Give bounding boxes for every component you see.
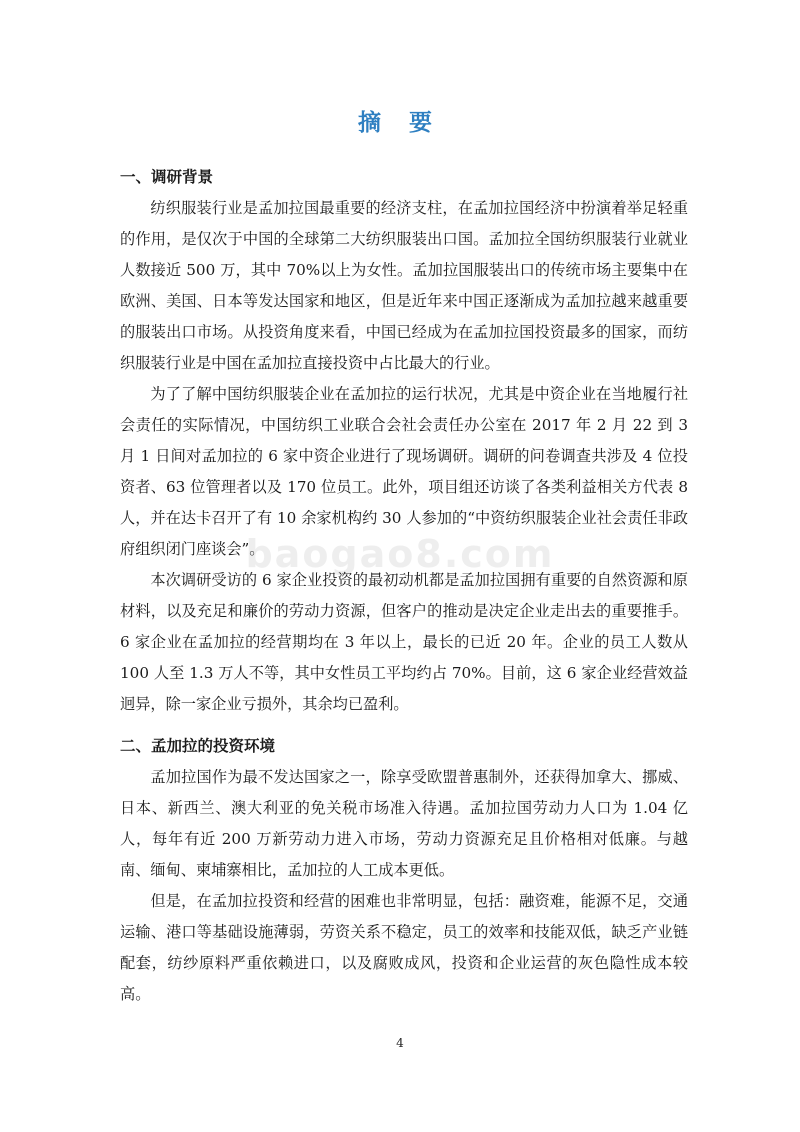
page-title: 摘 要: [357, 110, 442, 136]
page-number: 4: [396, 1036, 404, 1050]
paragraph: 但是，在孟加拉投资和经营的困难也非常明显，包括：融资难，能源不足，交通运输、港口等基础设施薄弱，劳资关系不稳定，员工的效率和技能双低，缺乏产业链配套，纺纱原料严重依赖进口，以及腐败成风，投资和企业运营的灰色隐性成本较高。: [120, 892, 688, 1003]
paragraph: 本次调研受访的 6 家企业投资的最初动机都是孟加拉国拥有重要的自然资源和原材料，以及充足和廉价的劳动力资源，但客户的推动是决定企业走出去的重要推手。6 家企业在孟加拉的经营期均在 3 年以上，最长的已近 20 年。企业的员工人数从 100 人至 1.3 万人不等，其中女性员工平均约占 70%。目前，这 6 家企业经营效益迥异，除一家企业亏损外，其余均已盈利。: [120, 571, 688, 713]
section-heading-research-background: 一、调研背景: [120, 168, 214, 186]
paragraph: 为了了解中国纺织服装企业在孟加拉的运行状况，尤其是中资企业在当地履行社会责任的实际情况，中国纺织工业联合会社会责任办公室在 2017 年 2 月 22 到 3 月 1 日间对孟加拉的 6 家中资企业进行了现场调研。调研的问卷调查共涉及 4 位投资者、63 位管理者以及 170 位员工。此外，项目组还访谈了各类利益相关方代表 8 人，并在达卡召开了有 10 余家机构约 30 人参加的“中资纺织服装企业社会责任非政府组织闭门座谈会”。: [120, 385, 688, 558]
paragraph: 孟加拉国作为最不发达国家之一，除享受欧盟普惠制外，还获得加拿大、挪威、日本、新西兰、澳大利亚的免关税市场准入待遇。孟加拉国劳动力人口为 1.04 亿人，每年有近 200 万新劳动力进入市场，劳动力资源充足且价格相对低廉。与越南、缅甸、柬埔寨相比，孟加拉的人工成本更低。: [120, 768, 688, 879]
watermark: baogao8.com: [245, 532, 555, 576]
paragraph: 纺织服装行业是孟加拉国最重要的经济支柱，在孟加拉国经济中扮演着举足轻重的作用，是仅次于中国的全球第二大纺织服装出口国。孟加拉全国纺织服装行业就业人数接近 500 万，其中 70%以上为女性。孟加拉国服装出口的传统市场主要集中在欧洲、美国、日本等发达国家和地区，但是近年来中国正逐渐成为孟加拉越来越重要的服装出口市场。从投资角度来看，中国已经成为在孟加拉国投资最多的国家，而纺织服装行业是中国在孟加拉直接投资中占比最大的行业。: [120, 199, 688, 372]
document-body: [120, 162, 688, 1010]
section-heading-investment-environment: 二、孟加拉的投资环境: [120, 737, 276, 755]
